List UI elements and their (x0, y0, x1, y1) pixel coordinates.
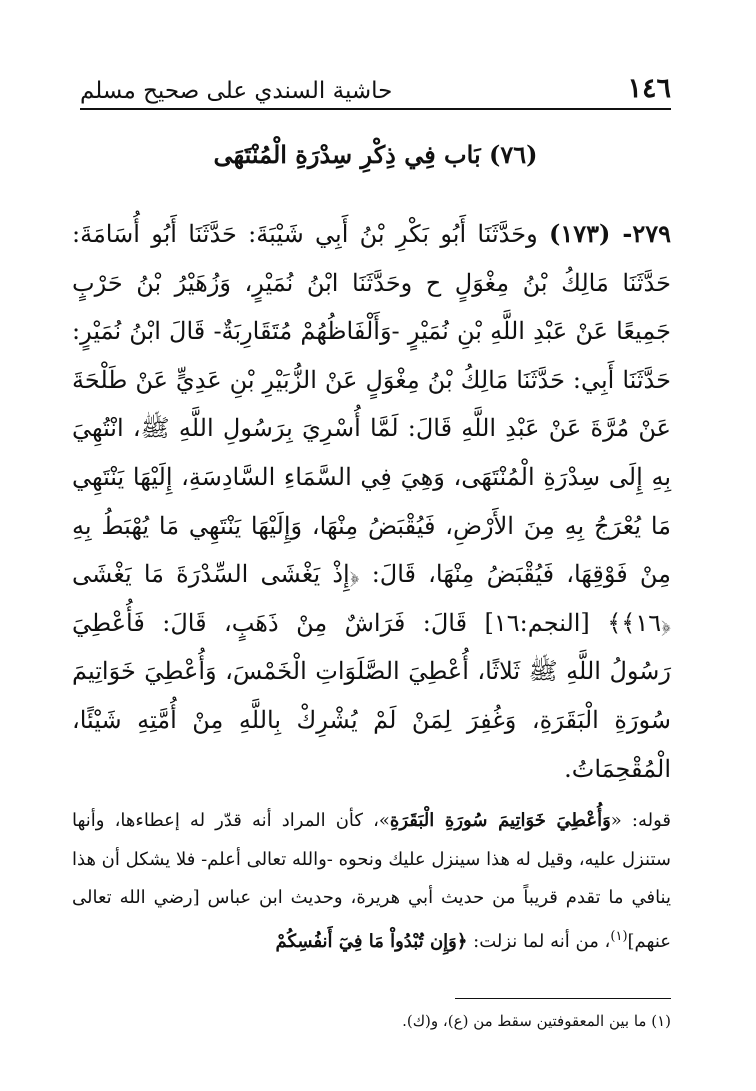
commentary-quote: وَأُعْطِيَ خَوَاتِيمَ سُورَةِ الْبَقَرَةِ (389, 810, 611, 831)
header-rule (80, 108, 671, 110)
commentary-lead: قوله: « (610, 810, 671, 831)
footnote: (١) ما بين المعقوفتين سقط من (ع)، و(ك). (402, 1012, 671, 1030)
hadith-block (72, 210, 671, 793)
footnote-ref[interactable]: (١) (610, 928, 628, 944)
running-header (80, 68, 671, 104)
hadith-text: وحَدَّثَنَا أَبُو بَكْرِ بْنُ أَبِي شَيْبَةَ: حَدَّثَنَا أَبُو أُسَامَةَ: حَدَّثَنَا مَالِكُ بْنُ مِغْوَلٍ ح وحَدَّثَنَا ابْنُ نُمَيْرٍ، وَزُهَيْرُ بْنُ حَرْبٍ جَمِيعًا عَنْ عَبْدِ اللَّهِ بْنِ نُمَيْرٍ -وَأَلْفَاظُهُمْ مُتَقَارِبَةٌ- قَالَ ابْنُ نُمَيْرٍ: حَدَّثَنَا أَبِي: حَدَّثَنَا مَالِكُ بْنُ مِغْوَلٍ عَنْ الزُّبَيْرِ بْنِ عَدِيٍّ عَنْ طَلْحَةَ عَنْ مُرَّةَ عَنْ عَبْدِ اللَّهِ قَالَ: لَمَّا أُسْرِيَ بِرَسُولِ اللَّهِ ﷺ، انْتُهِيَ بِهِ إِلَى سِدْرَةِ الْمُنْتَهَى، وَهِيَ فِي السَّمَاءِ السَّادِسَةِ، إِلَيْهَا يَنْتَهِي مَا يُعْرَجُ بِهِ مِنَ الأَرْضِ، فَيُقْبَضُ مِنْهَا، وَإِلَيْهَا يَنْتَهِي مَا يُهْبَطُ بِهِ مِنْ فَوْقِهَا، فَيُقْبَضُ مِنْهَا، قَالَ: ﴿إِذْ يَغْشَى السِّدْرَةَ مَا يَغْشَى ﴿١٦﴾﴾ [النجم:١٦] قَالَ: فَرَاشٌ مِنْ ذَهَبٍ، قَالَ: فَأُعْطِيَ رَسُولُ اللَّهِ ﷺ ثَلاثًا، أُعْطِيَ الصَّلَوَاتِ الْخَمْسَ، وَأُعْطِيَ خَوَاتِيمَ سُورَةِ الْبَقَرَةِ، وَغُفِرَ لِمَنْ لَمْ يُشْرِكْ بِاللَّهِ مِنْ أُمَّتِهِ شَيْئًا، الْمُقْحِمَاتُ. (72, 220, 672, 783)
commentary-verse: ﴿وَإِن تُبْدُواْ مَا فِيٓ أَنفُسِكُمْ (275, 930, 468, 952)
hadith-paragraph (72, 210, 671, 793)
page-number: ١٤٦ (627, 73, 671, 104)
running-title: حاشية السندي على صحيح مسلم (80, 78, 393, 104)
footnote-rule (455, 998, 671, 999)
commentary-text: »، كأن المراد أنه قدّر له إعطاءها، وأنها ستنزل عليه، وقيل له هذا سينزل عليك ونحوه -والله تعالى أعلم- فلا يشكل أن هذا ينافي ما تقدم قريباً من حديث أبي هريرة، وحديث ابن عباس [رضي الله تعالى عنهم] (72, 810, 671, 952)
hadith-number: ٢٧٩- (١٧٣) (548, 219, 672, 248)
commentary-paragraph (72, 802, 671, 961)
commentary-text-end: ، من أنه لما نزلت: (467, 930, 611, 952)
commentary-block (72, 802, 671, 961)
chapter-title: (٧٦) بَاب فِي ذِكْرِ سِدْرَةِ الْمُنْتَهَى (213, 140, 538, 169)
